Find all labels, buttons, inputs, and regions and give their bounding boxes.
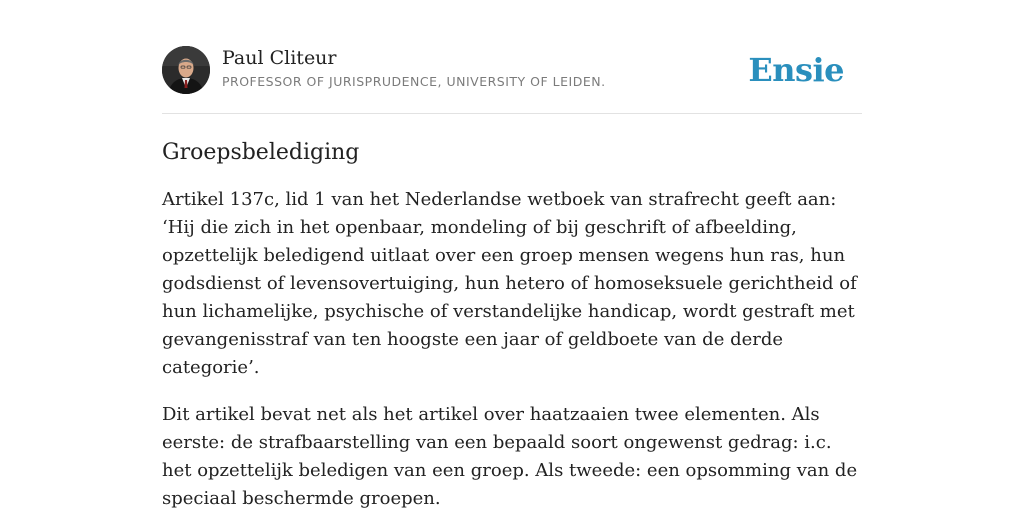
- article-title: Groepsbelediging: [162, 140, 360, 165]
- header-divider: [162, 113, 862, 114]
- avatar[interactable]: [162, 46, 210, 94]
- author-portrait-icon: [162, 46, 210, 94]
- brand-logo[interactable]: Ensie: [748, 51, 844, 89]
- article-paragraph: Artikel 137c, lid 1 van het Nederlandse wetboek van strafrecht geeft aan: ‘Hij die zich in het openbaar, mondeling of bij geschrift of afbeelding, opzettelijk beledigend uitlaat over een groep mensen wegens hun ras, hun godsdienst of levensovertuiging, hun hetero of homoseksuele gerichtheid of hun lichamelijke, psychische of verstandelijke handicap, wordt gestraft met gevangenisstraf van ten hoogste een jaar of geldboete van de derde categorie’.: [162, 189, 857, 378]
- author-header: [162, 46, 862, 98]
- article-paragraph: Dit artikel bevat net als het artikel over haatzaaien twee elementen. Als eerste: de strafbaarstelling van een bepaald soort ongewenst gedrag: i.c. het opzettelijk beledigen van een groep. Als tweede: een opsomming van de speciaal beschermde groepen.: [162, 404, 858, 509]
- author-name[interactable]: Paul Cliteur: [222, 47, 337, 69]
- author-title: PROFESSOR OF JURISPRUDENCE, UNIVERSITY OF LEIDEN.: [222, 74, 606, 89]
- article-page: [162, 0, 862, 512]
